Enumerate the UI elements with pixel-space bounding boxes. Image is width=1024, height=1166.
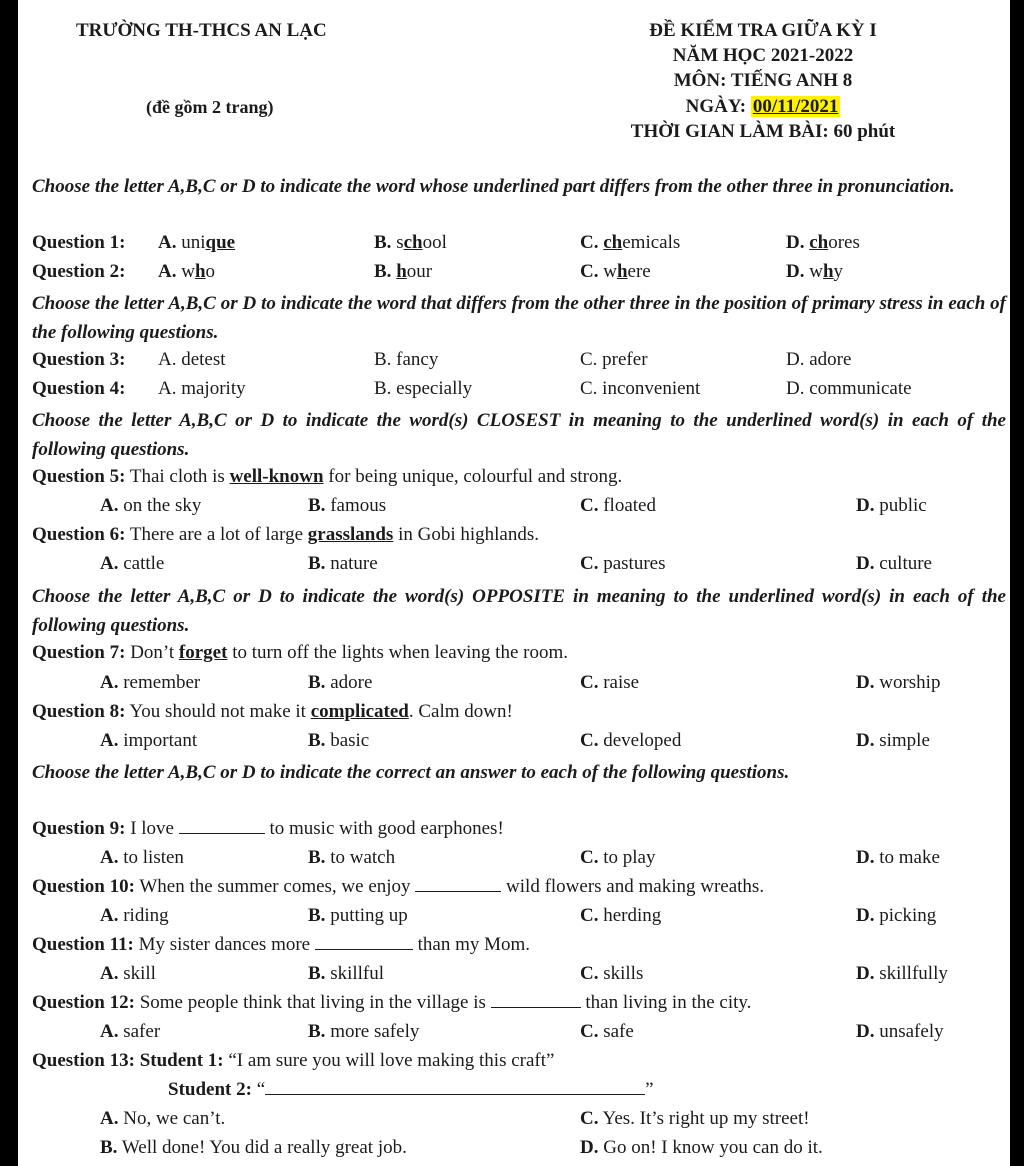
question-1 bbox=[32, 232, 125, 254]
instruction-stress: Choose the letter A,B,C or D to indicate the word that differs from the other three in the position of primary stress in each of the following questions. bbox=[32, 293, 1006, 343]
underlined-word: forget bbox=[178, 642, 228, 663]
q1-option-c: C. chemicals bbox=[580, 232, 681, 253]
instruction-correct-answer: Choose the letter A,B,C or D to indicate the correct an answer to each of the following questions. bbox=[32, 762, 790, 783]
q9-option-b: B. to watch bbox=[308, 847, 396, 868]
q8-option-d: D. simple bbox=[856, 730, 930, 751]
q7-option-a: A. remember bbox=[100, 672, 201, 693]
q9-option-a: A. to listen bbox=[100, 847, 184, 868]
question-7: Question 7: Don’t forget to turn off the lights when leaving the room. bbox=[32, 642, 568, 663]
q13-option-b: B. Well done! You did a really great job. bbox=[100, 1137, 407, 1158]
exam-time: THỜI GIAN LÀM BÀI: 60 phút bbox=[630, 121, 896, 142]
q5-option-d: D. public bbox=[856, 495, 927, 516]
q12-option-d: D. unsafely bbox=[856, 1021, 944, 1042]
date-value: 00/11/2021 bbox=[752, 96, 839, 117]
q6-option-b: B. nature bbox=[308, 553, 378, 574]
underlined-word: well-known bbox=[229, 466, 324, 487]
answer-blank bbox=[265, 1080, 645, 1095]
q13-option-d: D. Go on! I know you can do it. bbox=[580, 1137, 823, 1158]
q13-option-a: A. No, we can’t. bbox=[100, 1108, 226, 1129]
q2-option-b: B. hour bbox=[374, 261, 433, 282]
q4-option-d: D. communicate bbox=[786, 378, 912, 399]
instruction-opposite: Choose the letter A,B,C or D to indicate the word(s) OPPOSITE in meaning to the underlined word(s) in each of the following questions. bbox=[32, 586, 1006, 636]
exam-page bbox=[18, 0, 1010, 1166]
school-year: NĂM HỌC 2021-2022 bbox=[672, 45, 854, 66]
q7-option-b: B. adore bbox=[308, 672, 373, 693]
q3-option-c: C. prefer bbox=[580, 349, 648, 370]
q5-option-b: B. famous bbox=[308, 495, 387, 516]
q2-option-a: A. who bbox=[158, 261, 216, 282]
q11-option-c: C. skills bbox=[580, 963, 644, 984]
question-3: Question 3: bbox=[32, 349, 126, 370]
q11-option-b: B. skillful bbox=[308, 963, 385, 984]
q4-option-c: C. inconvenient bbox=[580, 378, 701, 399]
exam-title: ĐỀ KIỂM TRA GIỮA KỲ I bbox=[649, 20, 877, 41]
question-12: Question 12: Some people think that living in the village is than living in the city. bbox=[32, 992, 752, 1013]
answer-blank bbox=[415, 877, 501, 892]
q8-option-c: C. developed bbox=[580, 730, 682, 751]
question-5: Question 5: Thai cloth is well-known for being unique, colourful and strong. bbox=[32, 466, 623, 487]
question-8: Question 8: You should not make it complicated. Calm down! bbox=[32, 701, 513, 722]
q7-option-c: C. raise bbox=[580, 672, 640, 693]
q5-option-a: A. on the sky bbox=[100, 495, 202, 516]
q11-option-a: A. skill bbox=[100, 963, 156, 984]
underlined-word: grasslands bbox=[307, 524, 394, 545]
q11-option-d: D. skillfully bbox=[856, 963, 948, 984]
q12-option-a: A. safer bbox=[100, 1021, 161, 1042]
question-label: Question 2: bbox=[32, 261, 126, 282]
instruction-pronunciation: Choose the letter A,B,C or D to indicate the word whose underlined part differs from the other three in pronunciation. bbox=[32, 176, 955, 197]
question-label: Question 1: bbox=[32, 232, 126, 253]
q2-option-c: C. where bbox=[580, 261, 651, 282]
exam-date bbox=[578, 96, 948, 118]
school-name: TRƯỜNG TH-THCS AN LẠC bbox=[76, 20, 327, 41]
q6-option-a: A. cattle bbox=[100, 553, 165, 574]
q13-option-c: C. Yes. It’s right up my street! bbox=[580, 1108, 810, 1129]
question-13: Question 13: Student 1: “I am sure you will love making this craft” bbox=[32, 1050, 555, 1071]
question-10: Question 10: When the summer comes, we enjoy wild flowers and making wreaths. bbox=[32, 876, 765, 897]
answer-blank bbox=[179, 819, 265, 834]
q6-option-c: C. pastures bbox=[580, 553, 666, 574]
q5-option-c: C. floated bbox=[580, 495, 656, 516]
q7-option-d: D. worship bbox=[856, 672, 941, 693]
subject: MÔN: TIẾNG ANH 8 bbox=[673, 70, 853, 91]
underlined-word: complicated bbox=[310, 701, 409, 722]
q4-option-b: B. especially bbox=[374, 378, 473, 399]
q10-option-a: A. riding bbox=[100, 905, 169, 926]
q2-option-d: D. why bbox=[786, 261, 844, 282]
q12-option-b: B. more safely bbox=[308, 1021, 420, 1042]
question-6: Question 6: There are a lot of large grasslands in Gobi highlands. bbox=[32, 524, 539, 545]
q12-option-c: C. safe bbox=[580, 1021, 634, 1042]
question-11: Question 11: My sister dances more than my Mom. bbox=[32, 934, 531, 955]
q3-option-d: D. adore bbox=[786, 349, 852, 370]
q9-option-d: D. to make bbox=[856, 847, 940, 868]
q8-option-b: B. basic bbox=[308, 730, 370, 751]
pages-note: (đề gồm 2 trang) bbox=[146, 97, 274, 117]
question-9: Question 9: I love to music with good earphones! bbox=[32, 818, 504, 839]
q10-option-c: C. herding bbox=[580, 905, 662, 926]
q6-option-d: D. culture bbox=[856, 553, 932, 574]
q4-option-a: A. majority bbox=[158, 378, 246, 399]
q1-option-b: B. school bbox=[374, 232, 447, 253]
q10-option-b: B. putting up bbox=[308, 905, 408, 926]
question-2 bbox=[32, 261, 125, 283]
date-label: NGÀY: bbox=[685, 96, 747, 117]
question-4: Question 4: bbox=[32, 378, 126, 399]
q13-student-2: Student 2: “ ” bbox=[168, 1079, 654, 1100]
q8-option-a: A. important bbox=[100, 730, 198, 751]
answer-blank bbox=[491, 993, 581, 1008]
q3-option-a: A. detest bbox=[158, 349, 226, 370]
answer-blank bbox=[315, 935, 413, 950]
q3-option-b: B. fancy bbox=[374, 349, 439, 370]
instruction-closest: Choose the letter A,B,C or D to indicate the word(s) CLOSEST in meaning to the underlined word(s) in each of the following questions. bbox=[32, 410, 1006, 460]
q1-option-d: D. chores bbox=[786, 232, 860, 253]
q10-option-d: D. picking bbox=[856, 905, 937, 926]
q1-option-a: A. unique bbox=[158, 232, 236, 253]
q9-option-c: C. to play bbox=[580, 847, 656, 868]
